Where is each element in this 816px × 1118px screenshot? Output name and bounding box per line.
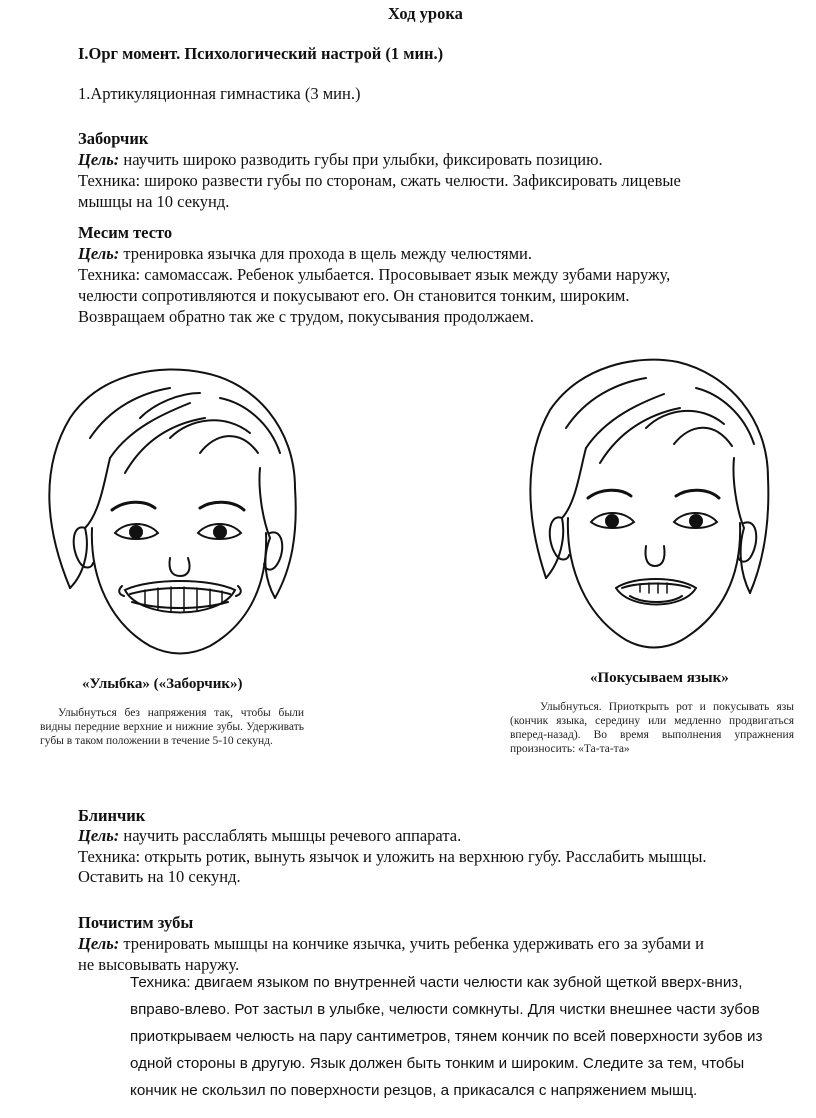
technique-line: одной стороны в другую. Язык должен быть тонким и широким. Следите за тем, чтобы <box>130 1055 745 1072</box>
figure-caption-text: Улыбнуться. Приоткрыть рот и покусывать язы (кончик языка, середину или медленно продвигаться вперед-назад). Во время выполнения упражнения произносить: «Та-та-та» <box>510 701 794 755</box>
exercise-title: Блинчик <box>78 806 146 825</box>
exercise-goal <box>78 825 461 846</box>
technique-line: приоткрываем челюсть на пару сантиметров, тянем кончик по всей поверхности зубов из <box>130 1028 763 1045</box>
exercise-title: Месим тесто <box>78 223 173 242</box>
biting-tongue-face-illustration <box>518 348 790 658</box>
figure-caption-text: Улыбнуться без напряжения так, чтобы были видны передние верхние и нижние зубы. Удерживать губы в таком положении в течение 5-10 секунд. <box>40 707 304 747</box>
technique-line: Техника: двигаем языком по внутренней части челюсти как зубной щеткой вверх-вниз, <box>130 974 743 991</box>
figure-caption-title: «Покусываем язык» <box>590 670 729 686</box>
goal-text: тренировать мышцы на кончике язычка, учить ребенка удерживать его за зубами и <box>119 934 704 953</box>
smile-face-illustration <box>30 358 330 663</box>
goal-text-continued: не высовывать наружу. <box>78 955 240 974</box>
subsection-heading: 1.Артикуляционная гимнастика (3 мин.) <box>78 84 361 103</box>
technique-line: Техника: самомассаж. Ребенок улыбается. Просовывает язык между зубами наружу, <box>78 265 671 284</box>
technique-line: вправо-влево. Рот застыл в улыбке, челюсти сомкнуты. Для чистки внешнее части зубов <box>130 1001 760 1018</box>
technique-line: Возвращаем обратно так же с трудом, покусывания продолжаем. <box>78 307 534 326</box>
goal-text: научить широко разводить губы при улыбки, фиксировать позицию. <box>119 150 603 169</box>
technique-line: Техника: открыть ротик, вынуть язычок и уложить на верхнюю губу. Расслабить мышцы. <box>78 847 707 866</box>
page-title: Ход урока <box>388 4 463 23</box>
exercise-goal <box>78 243 532 264</box>
section-heading: I.Орг момент. Психологический настрой (1 мин.) <box>78 44 444 63</box>
technique-line: мышцы на 10 секунд. <box>78 192 230 211</box>
technique-line: челюсти сопротивляются и покусывают его. Он становится тонким, широким. <box>78 286 630 305</box>
goal-label: Цель: <box>78 934 120 953</box>
exercise-title: Почистим зубы <box>78 913 194 932</box>
exercise-title: Заборчик <box>78 129 149 148</box>
goal-text: научить расслаблять мышцы речевого аппарата. <box>119 826 462 845</box>
figure-caption-title: «Улыбка» («Заборчик») <box>82 676 243 692</box>
goal-label: Цель: <box>78 150 120 169</box>
goal-label: Цель: <box>78 826 120 845</box>
goal-text: тренировка язычка для прохода в щель между челюстями. <box>119 244 532 263</box>
technique-line: кончик не скользил по поверхности резцов, а прикасался с напряжением мышц. <box>130 1082 698 1099</box>
exercise-goal <box>78 149 603 170</box>
goal-label: Цель: <box>78 244 120 263</box>
technique-line: Техника: широко развести губы по сторонам, сжать челюсти. Зафиксировать лицевые <box>78 171 681 190</box>
technique-line: Оставить на 10 секунд. <box>78 867 241 886</box>
exercise-goal <box>78 933 704 954</box>
